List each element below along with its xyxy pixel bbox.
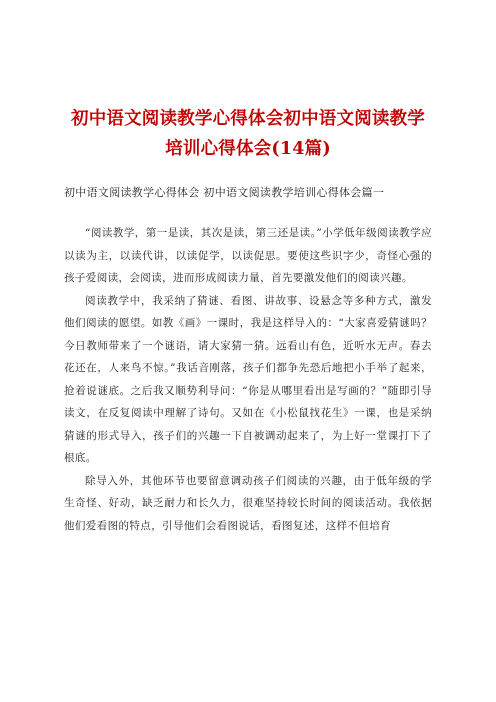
paragraph-3: 除导入外，其他环节也要留意调动孩子们阅读的兴趣，由于低年级的学生奇怪、好动，缺乏耐力和长久力，很难坚持较长时间的阅读活动。我依据他们爱看图的特点，引导他们会看图说话，看图复述，这样不但培育 <box>64 474 432 532</box>
document-title: 初中语文阅读教学心得体会初中语文阅读教学培训心得体会(14篇) <box>71 109 425 159</box>
paragraph-2: 阅读教学中，我采纳了猜谜、看图、讲故事、设悬念等多种方式，激发他们阅读的愿望。如教《画》一课时，我是这样导入的：“大家喜爱猜谜吗？今日教师带来了一个谜语，请大家猜一猜。远看山有色，近听水无声。春去花还在，人来鸟不惊。”我话音刚落，孩子们都争先恐后地把小手举了起来，抢着说谜底。之后我又顺势利导问：“你是从哪里看出是写画的？”随即引导读文，在反复阅读中理解了诗句。又如在《小松鼠找花生》一课，也是采纳猜谜的形式导入，孩子们的兴趣一下自被调动起来了，为上好一堂课打下了根底。 <box>64 294 432 464</box>
paragraph-1: “阅读教学，第一是读，其次是读，第三还是读。”小学低年级阅读教学应以读为主，以读代讲，以读促学，以读促思。要使这些识字少，奇怪心强的孩子爱阅读，会阅读，进而形成阅读力量，首先要激发他们的阅读兴趣。 <box>64 227 432 284</box>
document-subtitle: 初中语文阅读教学心得体会 初中语文阅读教学培训心得体会篇一 <box>64 186 385 199</box>
